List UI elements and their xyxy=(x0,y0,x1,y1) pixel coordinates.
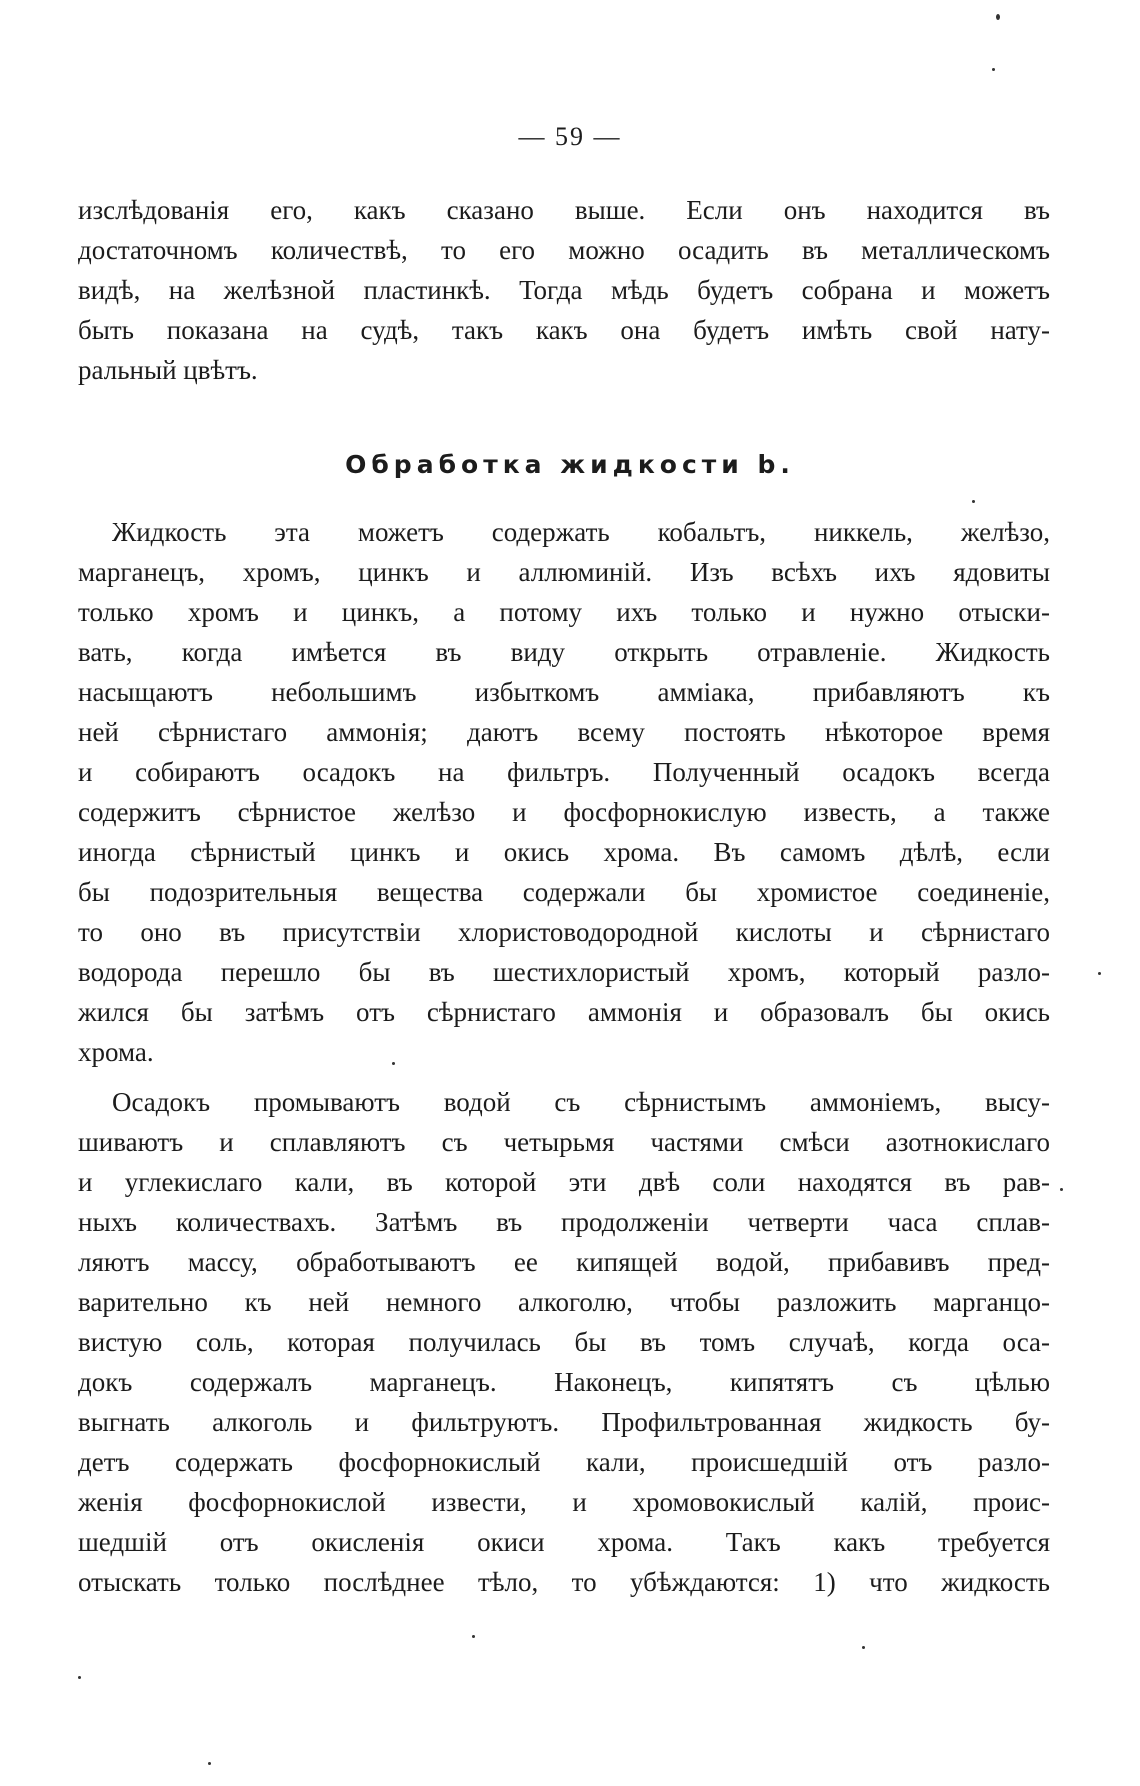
text-line: детъ содержать фосфорнокислый кали, происшедшій отъ разло- xyxy=(78,1447,1050,1477)
scan-speck xyxy=(992,68,995,71)
text-line: и углекислаго кали, въ которой эти двѣ соли находятся въ рав- xyxy=(78,1167,1050,1197)
text-line: докъ содержалъ марганецъ. Наконецъ, кипятятъ съ цѣлью xyxy=(78,1367,1050,1397)
text-line: видѣ, на желѣзной пластинкѣ. Тогда мѣдь будетъ собрана и можетъ xyxy=(78,275,1050,305)
text-line: шиваютъ и сплавляютъ съ четырьмя частями смѣси азотнокислаго xyxy=(78,1127,1050,1157)
text-line: жился бы затѣмъ отъ сѣрнистаго аммонія и образовалъ бы окись xyxy=(78,997,1050,1027)
text-line: ральный цвѣтъ. xyxy=(78,355,258,385)
text-line: женія фосфорнокислой извести, и хромовокислый калій, проис- xyxy=(78,1487,1050,1517)
text-line: изслѣдованія его, какъ сказано выше. Если онъ находится въ xyxy=(78,195,1050,225)
text-line: ляютъ массу, обработываютъ ее кипящей водой, прибавивъ пред- xyxy=(78,1247,1050,1277)
text-line: Осадокъ промываютъ водой съ сѣрнистымъ аммоніемъ, высу- xyxy=(112,1087,1050,1117)
text-line: только хромъ и цинкъ, а потому ихъ только и нужно отыски- xyxy=(78,597,1050,627)
text-line: вать, когда имѣется въ виду открыть отравленіе. Жидкость xyxy=(78,637,1050,667)
text-line: отыскать только послѣднее тѣло, то убѣждаются: 1) что жидкость xyxy=(78,1567,1050,1597)
text-line: Жидкость эта можетъ содержать кобальтъ, никкель, желѣзо, xyxy=(112,517,1050,547)
text-line: бы подозрительныя вещества содержали бы хромистое соединеніе, xyxy=(78,877,1050,907)
text-line: ней сѣрнистаго аммонія; даютъ всему постоять нѣкоторое время xyxy=(78,717,1050,747)
scan-speck xyxy=(472,1635,475,1638)
scan-speck xyxy=(1098,972,1101,975)
text-line: варительно къ ней немного алкоголю, чтобы разложить марганцо- xyxy=(78,1287,1050,1317)
text-line: ныхъ количествахъ. Затѣмъ въ продолженіи четверти часа сплав- xyxy=(78,1207,1050,1237)
text-line: хрома. xyxy=(78,1037,154,1067)
text-line: водорода перешло бы въ шестихлористый хромъ, который разло- xyxy=(78,957,1050,987)
text-line: содержитъ сѣрнистое желѣзо и фосфорнокислую известь, а также xyxy=(78,797,1050,827)
text-line: то оно въ присутствіи хлористоводородной кислоты и сѣрнистаго xyxy=(78,917,1050,947)
scan-speck xyxy=(78,1676,81,1679)
page-number: — 59 — xyxy=(518,122,622,151)
section-heading: Обработка жидкости b. xyxy=(345,450,795,479)
text-line: насыщаютъ небольшимъ избыткомъ амміака, прибавляютъ къ xyxy=(78,677,1050,707)
scan-speck xyxy=(1060,1188,1063,1191)
text-line: выгнать алкоголь и фильтруютъ. Профильтрованная жидкость бу- xyxy=(78,1407,1050,1437)
scan-speck xyxy=(972,500,975,503)
text-line: достаточномъ количествѣ, то его можно осадить въ металлическомъ xyxy=(78,235,1050,265)
scan-speck xyxy=(392,1062,395,1065)
text-line: и собираютъ осадокъ на фильтръ. Полученный осадокъ всегда xyxy=(78,757,1050,787)
scan-speck xyxy=(208,1762,211,1765)
text-line: вистую соль, которая получилась бы въ томъ случаѣ, когда оса- xyxy=(78,1327,1050,1357)
scan-speck xyxy=(862,1646,865,1649)
text-line: марганецъ, хромъ, цинкъ и аллюминій. Изъ всѣхъ ихъ ядовиты xyxy=(78,557,1050,587)
text-line: быть показана на судѣ, такъ какъ она будетъ имѣть свой нату- xyxy=(78,315,1050,345)
text-line: иногда сѣрнистый цинкъ и окись хрома. Въ самомъ дѣлѣ, если xyxy=(78,837,1050,867)
scan-speck xyxy=(996,14,1000,20)
text-line: шедшій отъ окисленія окиси хрома. Такъ какъ требуется xyxy=(78,1527,1050,1557)
